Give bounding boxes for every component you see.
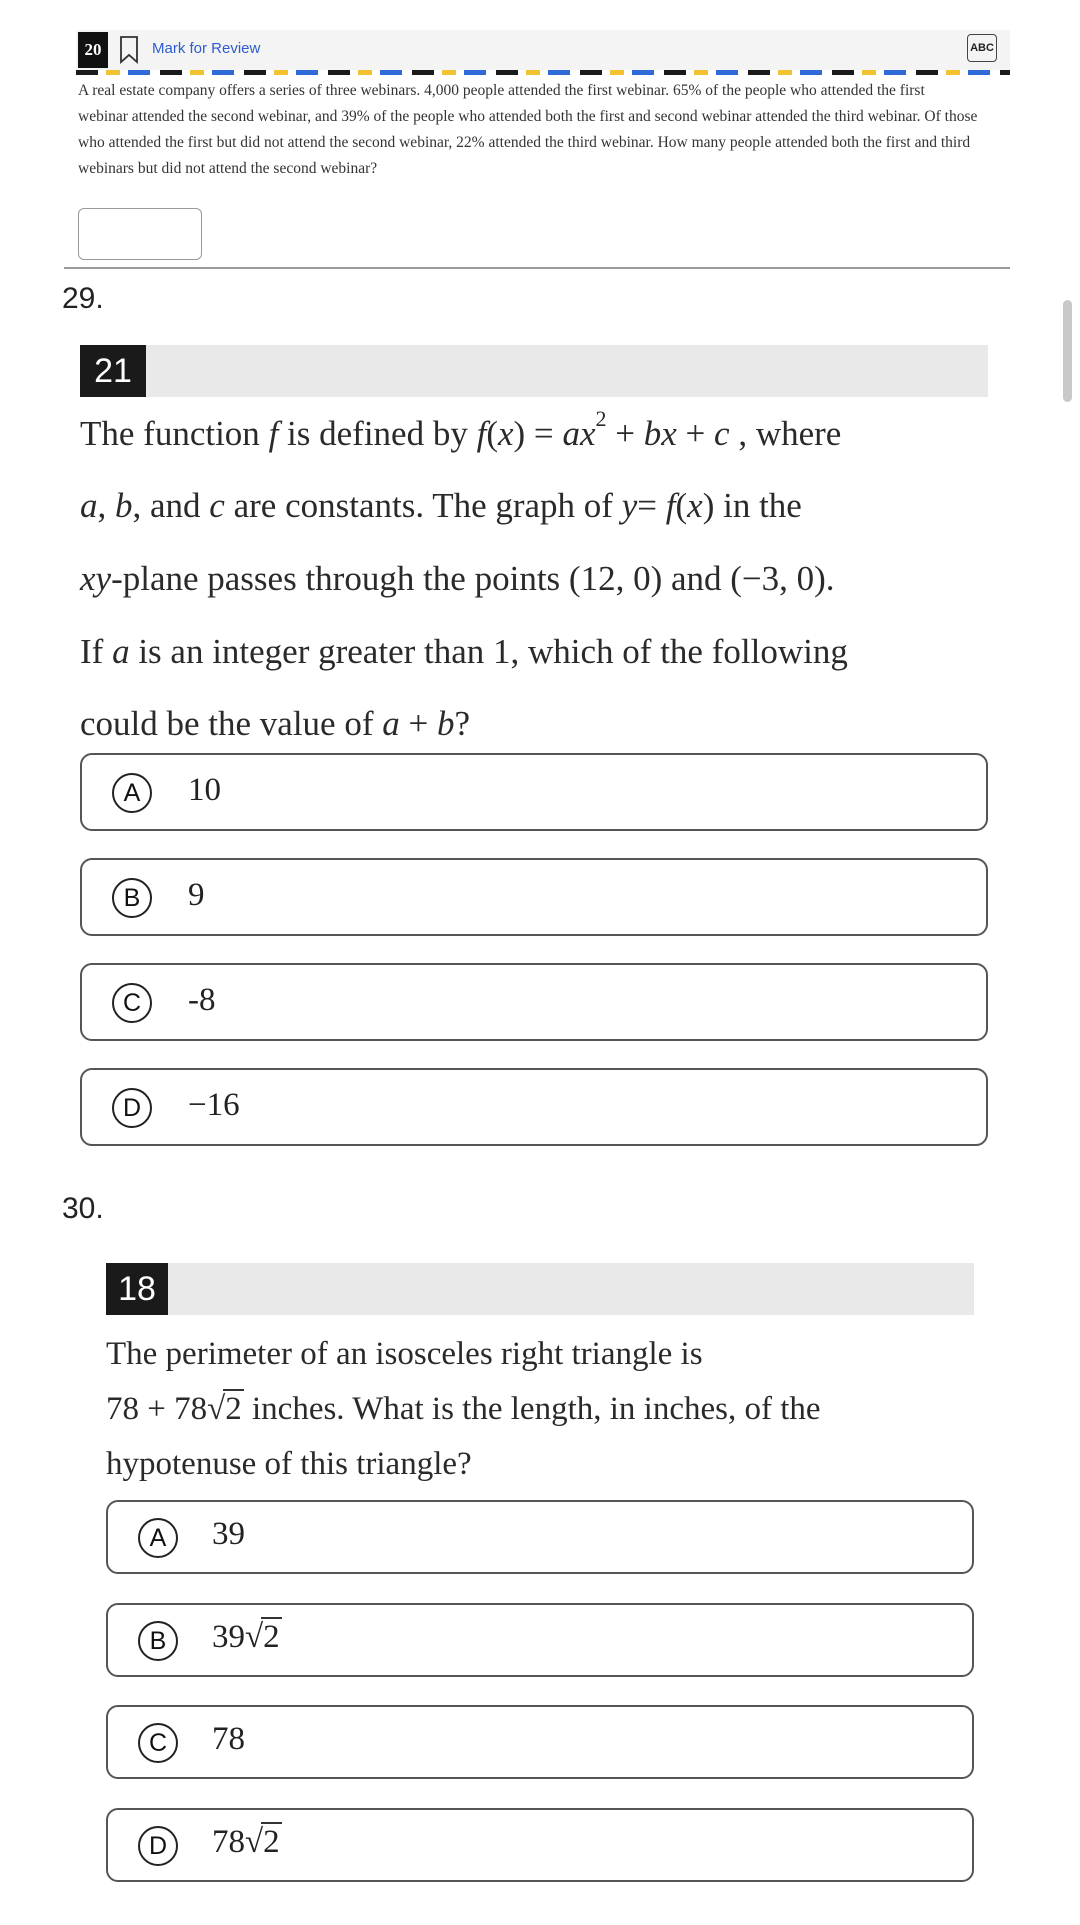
question-18-stem <box>106 1336 1006 1496</box>
stem-line-3: hypotenuse of this triangle? <box>106 1446 472 1482</box>
question-21-stem <box>80 406 1000 754</box>
answer-elimination-tool-button[interactable]: ABC <box>967 34 997 62</box>
square-root-icon: √2 <box>245 1824 280 1860</box>
choice-value: 39 <box>212 1516 245 1552</box>
choice-letter-d-icon: D <box>138 1826 178 1866</box>
choice-value: 10 <box>188 772 221 808</box>
choice-letter-a-icon: A <box>138 1518 178 1558</box>
answer-choice-a[interactable] <box>80 753 988 831</box>
choice-value: 39√2 <box>212 1619 280 1655</box>
item-number-30: 30. <box>62 1192 104 1225</box>
header-dashed-divider <box>76 70 1010 75</box>
stem-line-2: a, b, and c are constants. The graph of y= f(x) in the <box>80 486 802 525</box>
item-number-29: 29. <box>62 282 104 315</box>
choice-value: 78√2 <box>212 1824 280 1860</box>
answer-input[interactable] <box>78 208 202 260</box>
answer-choice-b[interactable] <box>80 858 988 936</box>
choice-letter-c-icon: C <box>138 1723 178 1763</box>
stem-line-1: The function f is defined by $f(x) = ax^2$ + bx + c , where <box>80 406 842 453</box>
answer-choice-d[interactable] <box>106 1808 974 1882</box>
choice-letter-b-icon: B <box>112 878 152 918</box>
question-21-header <box>80 345 988 397</box>
stem-line-1: The perimeter of an isosceles right triangle is <box>106 1336 703 1372</box>
scrollbar-thumb[interactable] <box>1063 300 1072 402</box>
question-20-number: 20 <box>78 32 108 68</box>
answer-choice-d[interactable] <box>80 1068 988 1146</box>
choice-letter-b-icon: B <box>138 1621 178 1661</box>
question-18-header <box>106 1263 974 1315</box>
mark-for-review-button[interactable]: Mark for Review <box>152 40 261 57</box>
choice-value: −16 <box>188 1087 240 1123</box>
answer-choice-a[interactable] <box>106 1500 974 1574</box>
answer-choice-b[interactable] <box>106 1603 974 1677</box>
square-root-icon: √2 <box>207 1391 242 1427</box>
choice-value: 78 <box>212 1721 245 1757</box>
bookmark-icon[interactable] <box>119 36 139 64</box>
choice-value: -8 <box>188 982 216 1018</box>
question-20-card <box>64 18 1010 268</box>
stem-line-3: xy-plane passes through the points (12, 0) and (−3, 0). <box>80 559 835 598</box>
section-divider <box>64 267 1010 269</box>
square-root-icon: √2 <box>245 1619 280 1655</box>
question-18-badge: 18 <box>106 1263 168 1315</box>
stem-line-4: If a is an integer greater than 1, which of the following <box>80 632 848 671</box>
stem-line-2: 78 + 78√2 inches. What is the length, in inches, of the <box>106 1391 821 1427</box>
choice-value: 9 <box>188 877 205 913</box>
question-21-badge: 21 <box>80 345 146 397</box>
choice-letter-d-icon: D <box>112 1088 152 1128</box>
choice-letter-c-icon: C <box>112 983 152 1023</box>
answer-choice-c[interactable] <box>80 963 988 1041</box>
stem-line-5: could be the value of a + b? <box>80 704 471 743</box>
answer-choice-c[interactable] <box>106 1705 974 1779</box>
choice-letter-a-icon: A <box>112 773 152 813</box>
question-20-text: A real estate company offers a series of three webinars. 4,000 people attended the first webinar. 65% of the people who attended the first webinar attended the second webinar, and 39% of the people who attended both the first and second webinar attended the third webinar. Of those who attended the first but did not attend the second webinar, 22% attended the third webinar. How many people attended both the first and third webinars but did not attend the second webinar? <box>78 82 978 177</box>
